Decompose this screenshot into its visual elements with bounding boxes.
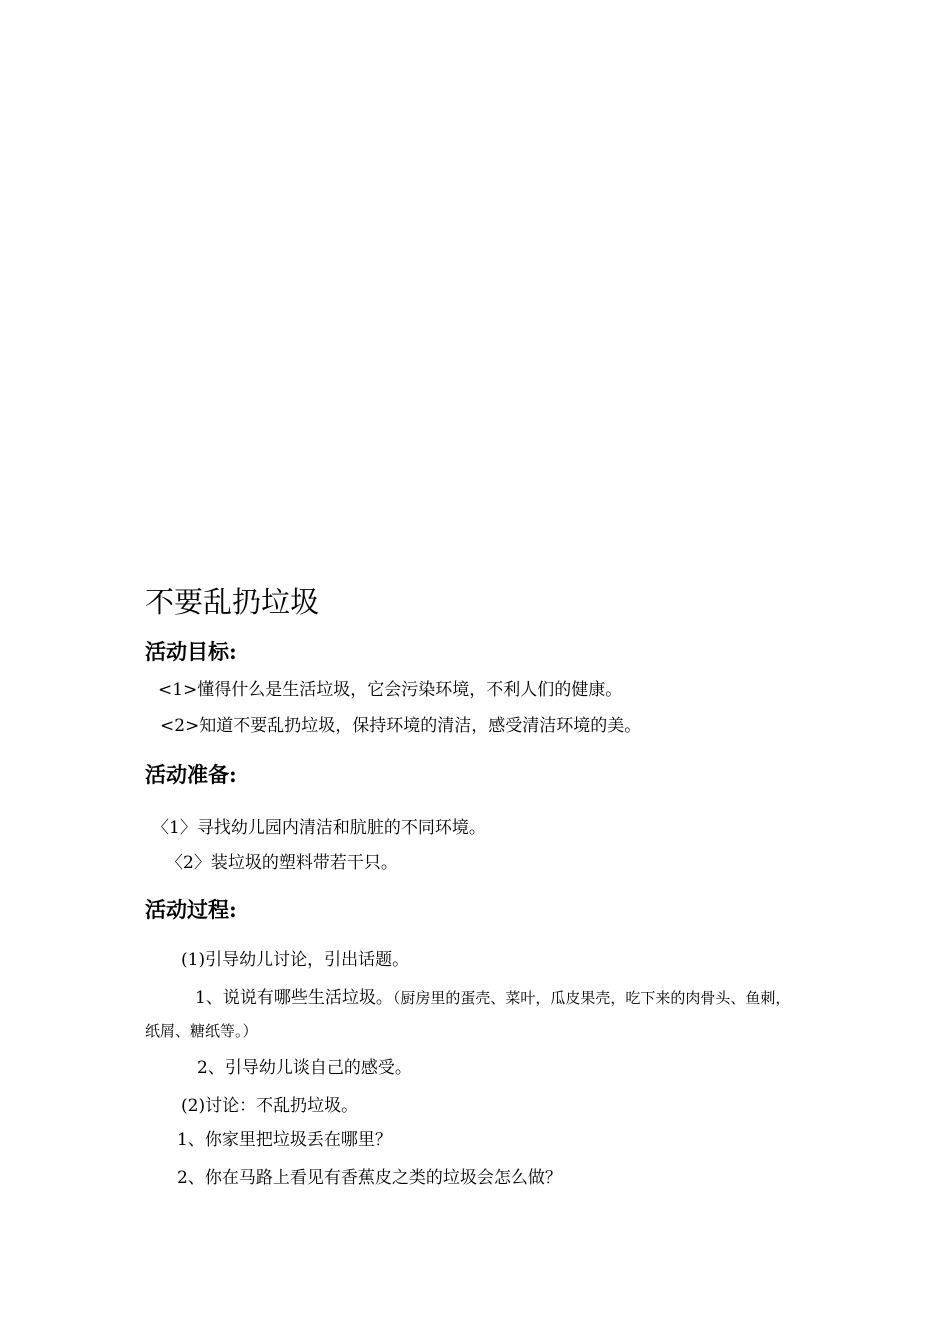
prep-heading: 活动准备:	[145, 762, 237, 787]
process-item: 1、你家里把垃圾丢在哪里？	[177, 1130, 392, 1150]
doc-title: 不要乱扔垃圾	[145, 585, 320, 619]
process-step: (1)引导幼儿讨论，引出话题。	[181, 950, 410, 970]
goals-heading: 活动目标:	[145, 639, 237, 664]
goal-item: <1>懂得什么是生活垃圾，它会污染环境，不利人们的健康。	[158, 680, 623, 700]
process-heading: 活动过程:	[145, 897, 237, 922]
process-item: 2、你在马路上看见有香蕉皮之类的垃圾会怎么做？	[177, 1168, 562, 1188]
prep-item: 〈1〉寻找幼儿园内清洁和肮脏的不同环境。	[152, 818, 486, 838]
process-item-note: （厨房里的蛋壳、菜叶，瓜皮果壳，吃下来的肉骨头、鱼刺，	[392, 989, 791, 1007]
goal-item: <2>知道不要乱扔垃圾，保持环境的清洁，感受清洁环境的美。	[160, 716, 642, 736]
process-item: 2、引导幼儿谈自己的感受。	[197, 1058, 412, 1078]
process-item	[195, 983, 790, 1008]
process-item-note-cont: 纸屑、糖纸等。）	[145, 1022, 258, 1040]
process-item-text: 1、说说有哪些生活垃圾。	[195, 988, 393, 1008]
prep-item: 〈2〉装垃圾的塑料带若干只。	[166, 853, 398, 873]
process-step: (2)讨论：不乱扔垃圾。	[181, 1096, 359, 1116]
